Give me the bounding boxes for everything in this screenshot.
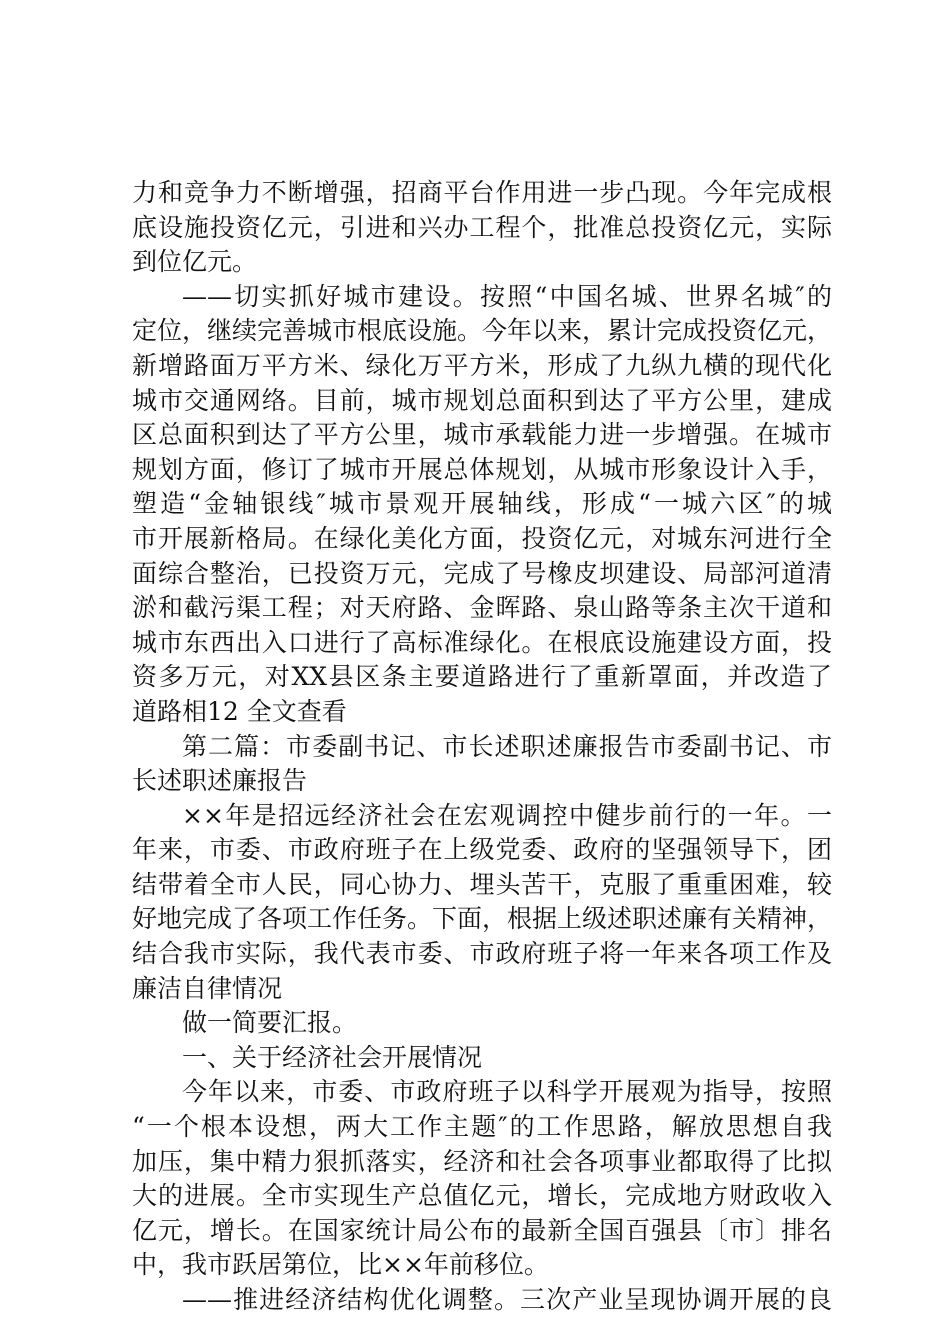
section-heading: 长述职述廉报告 xyxy=(132,766,308,796)
text-line: 资多万元，对XX县区条主要道路进行了重新罩面，并改造了 xyxy=(132,662,832,692)
text-line: 今年以来，市委、市政府班子以科学开展观为指导，按照 xyxy=(182,1077,832,1107)
text-line: ××年是招远经济社会在宏观调控中健步前行的一年。一 xyxy=(182,800,832,830)
text-line: ——推进经济结构优化调整。三次产业呈现协调开展的良 xyxy=(182,1285,832,1314)
text-line: 加压，集中精力狠抓落实，经济和社会各项事业都取得了比拟 xyxy=(132,1146,832,1176)
text-line: 廉洁自律情况 xyxy=(132,973,283,1003)
text-line: 市开展新格局。在绿化美化方面，投资亿元，对城东河进行全 xyxy=(132,523,832,553)
text-line: 结合我市实际，我代表市委、市政府班子将一年来各项工作及 xyxy=(132,939,832,969)
text-line: 大的进展。全市实现生产总值亿元，增长，完成地方财政收入 xyxy=(132,1181,832,1211)
text-line: ——切实抓好城市建设。按照“中国名城、世界名城″的 xyxy=(182,281,832,311)
text-line: “一个根本设想，两大工作主题″的工作思路，解放思想自我 xyxy=(132,1112,832,1142)
text-line: 做一简要汇报。 xyxy=(182,1008,358,1038)
text-line: 面综合整治，已投资万元，完成了号橡皮坝建设、局部河道清 xyxy=(132,558,832,588)
text-line: 中，我市跃居第位，比××年前移位。 xyxy=(132,1250,549,1280)
text-line: 城市交通网络。目前，城市规划总面积到达了平方公里，建成 xyxy=(132,385,832,415)
subsection-heading: 一、关于经济社会开展情况 xyxy=(182,1042,483,1072)
text-line: 城市东西出入口进行了高标准绿化。在根底设施建设方面，投 xyxy=(132,627,832,657)
section-heading: 第二篇：市委副书记、市长述职述廉报告市委副书记、市 xyxy=(182,731,832,761)
text-line: 亿元，增长。在国家统计局公布的最新全国百强县〔市〕排名 xyxy=(132,1215,832,1245)
text-line: 道路相12 全文查看 xyxy=(132,696,347,726)
text-line: 定位，继续完善城市根底设施。今年以来，累计完成投资亿元， xyxy=(132,316,833,346)
text-line: 力和竞争力不断增强，招商平台作用进一步凸现。今年完成根 xyxy=(132,178,832,207)
body-text xyxy=(132,176,832,1318)
text-line: 新增路面万平方米、绿化万平方米，形成了九纵九横的现代化 xyxy=(132,350,832,380)
text-line: 底设施投资亿元，引进和兴办工程个，批准总投资亿元，实际 xyxy=(132,212,832,242)
text-line: 淤和截污渠工程；对天府路、金晖路、泉山路等条主次干道和 xyxy=(132,593,832,623)
text-line: 规划方面，修订了城市开展总体规划，从城市形象设计入手， xyxy=(132,454,832,484)
text-line: 到位亿元。 xyxy=(132,247,258,277)
text-line: 塑造“金轴银线″城市景观开展轴线，形成“一城六区″的城 xyxy=(132,489,832,519)
text-line: 结带着全市人民，同心协力、埋头苦干，克服了重重困难，较 xyxy=(132,869,832,899)
text-line: 好地完成了各项工作任务。下面，根据上级述职述廉有关精神， xyxy=(132,904,833,934)
text-line: 年来，市委、市政府班子在上级党委、政府的坚强领导下，团 xyxy=(132,835,832,865)
text-line: 区总面积到达了平方公里，城市承载能力进一步增强。在城市 xyxy=(132,420,832,450)
